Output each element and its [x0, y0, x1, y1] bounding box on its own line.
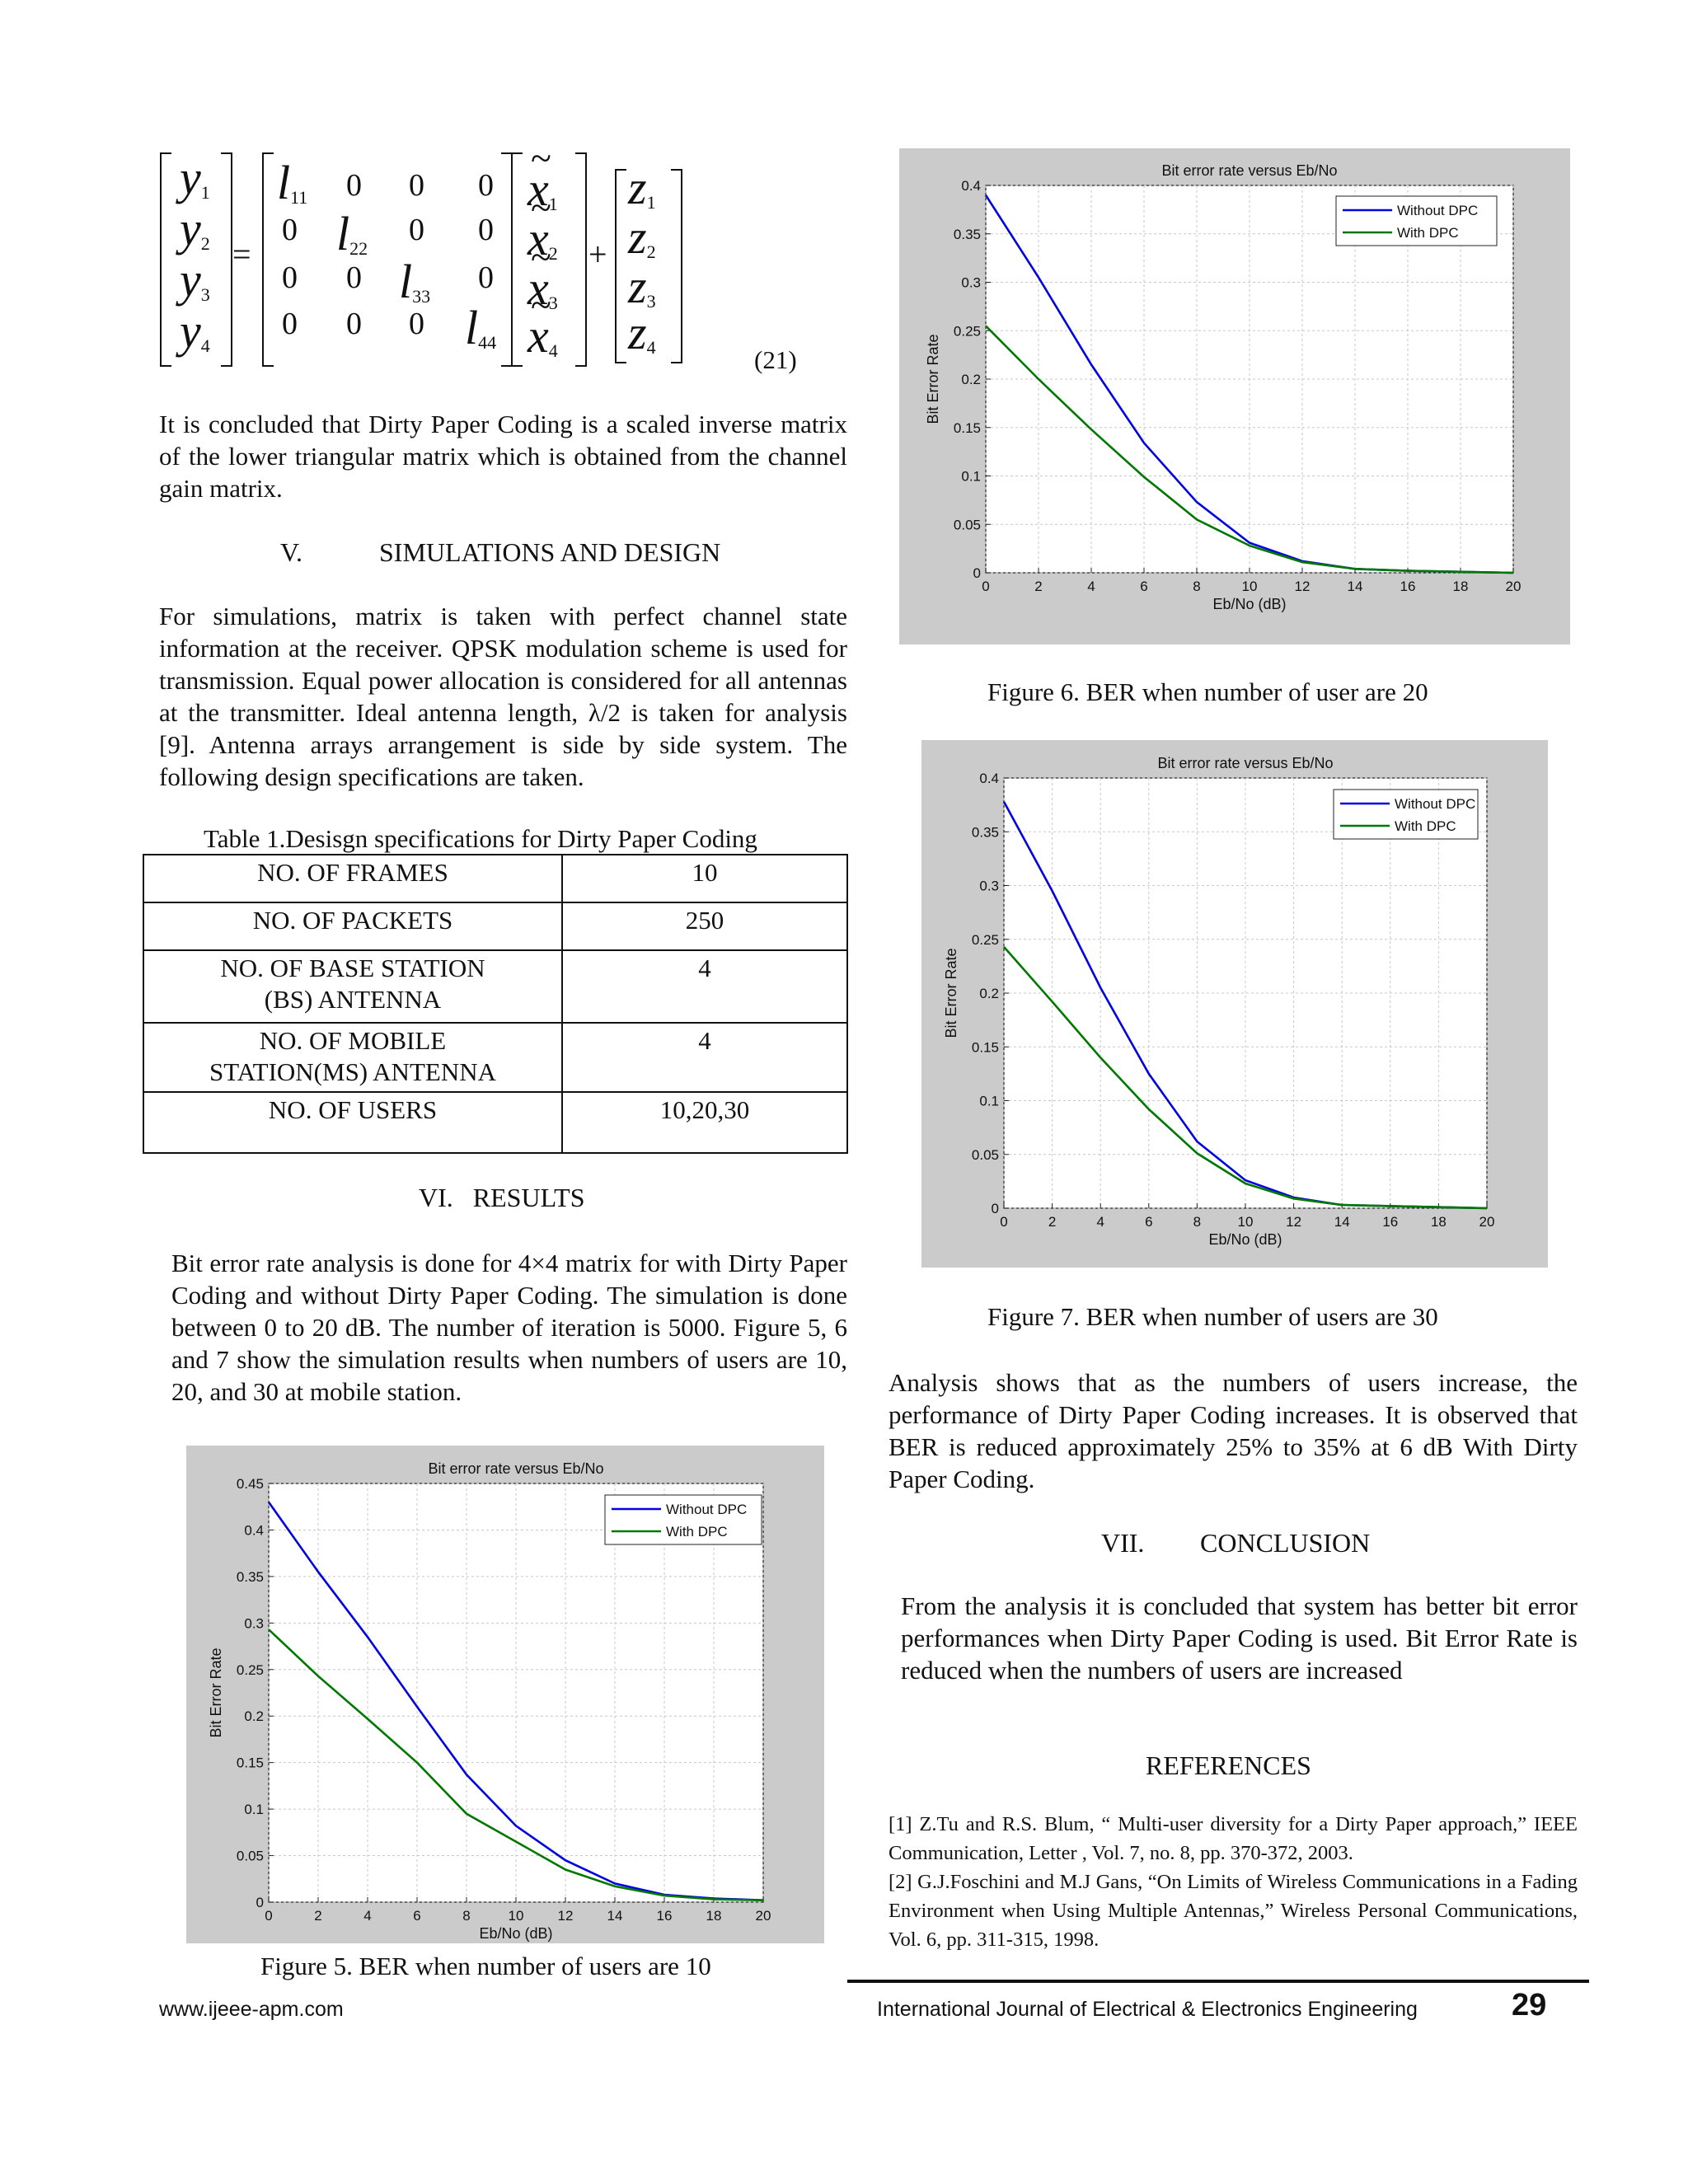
x-tilde-1: ~ $x_1$: [528, 166, 558, 228]
l33: $l_{33}$: [399, 255, 431, 308]
section-vii-number: VII.: [1101, 1528, 1145, 1558]
zero: 0: [409, 307, 424, 341]
table-cell: 250: [562, 902, 847, 950]
y-tick-label: 0.4: [244, 1522, 264, 1539]
zero: 0: [282, 260, 298, 295]
footer-rule: [847, 1980, 1589, 1983]
y4: $y_4$: [180, 304, 210, 358]
y-tick-label: 0: [256, 1895, 264, 1910]
zero: 0: [346, 168, 362, 203]
paragraph-conclusion: From the analysis it is concluded that system has better bit error performances when Dirty Paper Coding is used. Bit Error Rate is reduced when the numbers of users are increased: [901, 1591, 1578, 1685]
references-title: REFERENCES: [1146, 1750, 1311, 1780]
y-tick-label: 0.1: [979, 1093, 999, 1109]
x-tick-label: 6: [1140, 579, 1148, 594]
figure-5-caption: Figure 5. BER when number of users are 10: [260, 1952, 711, 1980]
table-cell: 4: [562, 1023, 847, 1092]
bracket-right: [671, 169, 682, 363]
y-tick-label: 0: [991, 1201, 999, 1216]
y-tick-label: 0.3: [979, 878, 999, 894]
section-vii-title: CONCLUSION: [1200, 1528, 1371, 1558]
x-tick-label: 4: [363, 1908, 372, 1924]
y-tick-label: 0.45: [236, 1476, 264, 1492]
x-tick-label: 8: [1193, 579, 1201, 594]
y-tick-label: 0.1: [244, 1802, 264, 1818]
zero: 0: [282, 307, 298, 341]
y-tick-label: 0.25: [236, 1661, 264, 1678]
table-cell: NO. OF BASE STATION (BS) ANTENNA: [143, 950, 562, 1023]
x-tick-label: 4: [1096, 1214, 1104, 1230]
z2: $z_2$: [628, 210, 656, 264]
paragraph-conclusion-dpc: It is concluded that Dirty Paper Coding is a scaled inverse matrix of the lower triangular matrix which is obtained from the channel gain matrix.: [159, 410, 847, 503]
chart-title: Bit error rate versus Eb/No: [428, 1460, 604, 1477]
y-tick-label: 0.35: [236, 1568, 264, 1585]
equation-number: (21): [754, 345, 797, 374]
x-tilde-4: ~ $x_4$: [528, 312, 558, 375]
bracket-right: [575, 152, 587, 367]
table-cell: NO. OF FRAMES: [143, 855, 562, 902]
y-tick-label: 0.3: [244, 1615, 264, 1632]
chart-title: Bit error rate versus Eb/No: [1161, 162, 1338, 179]
l22: $l_{22}$: [336, 207, 368, 260]
y-axis-label: Bit Error Rate: [943, 948, 959, 1038]
y3: $y_3$: [180, 253, 210, 307]
table-cell: NO. OF MOBILE STATION(MS) ANTENNA: [143, 1023, 562, 1092]
x-tick-label: 0: [982, 579, 990, 594]
chart-svg: [921, 740, 1548, 1268]
y-axis-label: Bit Error Rate: [208, 1647, 224, 1738]
y-tick-label: 0.05: [971, 1146, 999, 1163]
x-tick-label: 10: [1241, 579, 1258, 594]
table-cell: 10: [562, 855, 847, 902]
paragraph-results: Bit error rate analysis is done for 4×4 matrix for with Dirty Paper Coding and without Dirty Paper Coding. The simulation is done between 0 to 20 dB. The number of iteration is 5000. Figure 5, 6 and 7 show the simulation results when numbers of users are 10, 20, and 30 at mobile station.: [171, 1249, 847, 1406]
reference-1: [1] Z.Tu and R.S. Blum, “ Multi-user diversity for a Dirty Paper approach,” IEEE Communication, Letter , Vol. 7, no. 8, pp. 370-372, 2003.: [889, 1813, 1578, 1864]
x-tick-label: 8: [462, 1908, 471, 1924]
x-tick-label: 10: [508, 1908, 524, 1924]
l11: $l_{11}$: [277, 156, 308, 209]
bracket-left: [511, 152, 523, 367]
chart-svg: [899, 148, 1570, 644]
y-tick-label: 0.15: [953, 419, 981, 436]
zero: 0: [409, 168, 424, 203]
section-vi-title: VI. RESULTS: [419, 1183, 585, 1212]
y-tick-label: 0.2: [961, 372, 981, 387]
footer-journal-name: International Journal of Electrical & Electronics Engineering: [877, 1998, 1418, 2021]
page-number: 29: [1512, 1988, 1547, 2022]
x-tick-label: 2: [314, 1908, 322, 1924]
zero: 0: [409, 213, 424, 247]
zero: 0: [346, 260, 362, 295]
x-tick-label: 16: [656, 1908, 673, 1924]
x-tick-label: 20: [755, 1908, 771, 1924]
x-tick-label: 18: [1452, 579, 1469, 594]
x-tick-label: 16: [1382, 1214, 1399, 1230]
x-tick-label: 14: [607, 1908, 623, 1924]
x-tick-label: 4: [1087, 579, 1095, 594]
x-tick-label: 20: [1479, 1214, 1495, 1230]
zero: 0: [478, 168, 494, 203]
legend-label: Without DPC: [1395, 796, 1476, 812]
legend-label: Without DPC: [666, 1502, 748, 1517]
l44: $l_{44}$: [465, 301, 497, 354]
legend-label: With DPC: [1397, 225, 1459, 241]
table-row: [143, 1023, 847, 1092]
zero: 0: [282, 213, 298, 247]
y1: $y_1$: [180, 151, 210, 204]
x-tick-label: 14: [1347, 579, 1363, 594]
plus-sign: +: [588, 236, 607, 273]
x-axis-label: Eb/No (dB): [1212, 596, 1287, 612]
table-cell: 10,20,30: [562, 1092, 847, 1153]
x-tick-label: 10: [1237, 1214, 1254, 1230]
x-axis-label: Eb/No (dB): [1208, 1231, 1282, 1248]
y-axis-label: Bit Error Rate: [925, 334, 941, 424]
z4: $z_4$: [628, 306, 656, 359]
x-tick-label: 2: [1048, 1214, 1057, 1230]
design-spec-table: [143, 854, 848, 1154]
y-tick-label: 0.2: [244, 1708, 264, 1725]
table-row: [143, 902, 847, 950]
y-tick-label: 0.15: [236, 1755, 264, 1771]
chart-figure-5: [186, 1446, 824, 1943]
y-tick-label: 0.25: [953, 323, 981, 340]
bracket-left: [160, 152, 171, 367]
z1: $z_1$: [628, 161, 656, 214]
table-cell: 4: [562, 950, 847, 1023]
x-tilde-2: ~ $x_2$: [528, 215, 558, 278]
table-row: [143, 950, 847, 1023]
y-tick-label: 0.1: [961, 468, 981, 485]
footer-website[interactable]: www.ijeee-apm.com: [159, 1998, 344, 2021]
chart-svg: [186, 1446, 824, 1943]
y-tick-label: 0.2: [979, 986, 999, 1001]
x-tick-label: 14: [1334, 1214, 1350, 1230]
table-caption: Table 1.Desisgn specifications for Dirty Paper Coding: [204, 824, 757, 853]
zero: 0: [478, 260, 494, 295]
y2: $y_2$: [180, 202, 210, 255]
bracket-left: [615, 169, 626, 363]
table-row: [143, 855, 847, 902]
x-tick-label: 12: [1286, 1214, 1302, 1230]
y-tick-label: 0.15: [971, 1039, 999, 1056]
paragraph-simulations: For simulations, matrix is taken with perfect channel state information at the receiver. QPSK modulation scheme is used for transmission. Equal power allocation is considered for all antennas at the transmitter. Ideal antenna length, λ/2 is taken for analysis [9]. Antenna arrays arrangement is side by side system. The following design specifications are taken.: [159, 602, 847, 791]
chart-title: Bit error rate versus Eb/No: [1157, 755, 1334, 771]
chart-figure-7: [921, 740, 1548, 1268]
x-tick-label: 18: [1430, 1214, 1447, 1230]
x-tick-label: 12: [1294, 579, 1311, 594]
table-row: [143, 1092, 847, 1153]
zero: 0: [478, 213, 494, 247]
y-tick-label: 0.05: [953, 517, 981, 533]
x-tick-label: 2: [1034, 579, 1043, 594]
legend-label: With DPC: [1395, 818, 1456, 834]
legend-label: Without DPC: [1397, 203, 1479, 218]
equals-sign: =: [232, 236, 251, 273]
y-tick-label: 0.05: [236, 1848, 264, 1864]
y-tick-label: 0.25: [971, 931, 999, 948]
y-tick-label: 0.4: [979, 771, 999, 786]
bracket-left: [262, 152, 274, 367]
figure-7-caption: Figure 7. BER when number of users are 30: [987, 1302, 1438, 1331]
y-tick-label: 0.4: [961, 178, 981, 194]
table-cell: NO. OF USERS: [143, 1092, 562, 1153]
y-tick-label: 0: [973, 565, 981, 581]
matrix-equation: [157, 152, 832, 379]
x-tick-label: 20: [1505, 579, 1522, 594]
x-tick-label: 6: [413, 1908, 421, 1924]
chart-figure-6: [899, 148, 1570, 644]
x-tick-label: 8: [1193, 1214, 1202, 1230]
figure-6-caption: Figure 6. BER when number of user are 20: [987, 677, 1428, 706]
x-tick-label: 0: [1000, 1214, 1008, 1230]
y-tick-label: 0.35: [971, 824, 999, 841]
paragraph-analysis: Analysis shows that as the numbers of users increase, the performance of Dirty Paper Coding increases. It is observed that BER is reduced approximately 25% to 35% at 6 dB With Dirty Paper Coding.: [889, 1368, 1578, 1493]
z3: $z_3$: [628, 260, 656, 313]
x-axis-label: Eb/No (dB): [479, 1925, 553, 1942]
x-tilde-3: ~ $x_3$: [528, 265, 558, 327]
reference-2: [2] G.J.Foschini and M.J Gans, “On Limits of Wireless Communications in a Fading Environment when Using Multiple Antennas,” Wireless Personal Communications, Vol. 6, pp. 311-315, 1998.: [889, 1871, 1578, 1951]
legend-label: With DPC: [666, 1524, 728, 1540]
y-tick-label: 0.35: [953, 226, 981, 242]
x-tick-label: 18: [706, 1908, 722, 1924]
x-tick-label: 16: [1400, 579, 1416, 594]
zero: 0: [346, 307, 362, 341]
x-tick-label: 12: [557, 1908, 574, 1924]
x-tick-label: 0: [265, 1908, 273, 1924]
y-tick-label: 0.3: [961, 274, 981, 291]
section-v-number: V.: [280, 537, 302, 567]
x-tick-label: 6: [1145, 1214, 1153, 1230]
section-v-title: SIMULATIONS AND DESIGN: [379, 537, 721, 567]
bracket-right: [221, 152, 232, 367]
table-cell: NO. OF PACKETS: [143, 902, 562, 950]
